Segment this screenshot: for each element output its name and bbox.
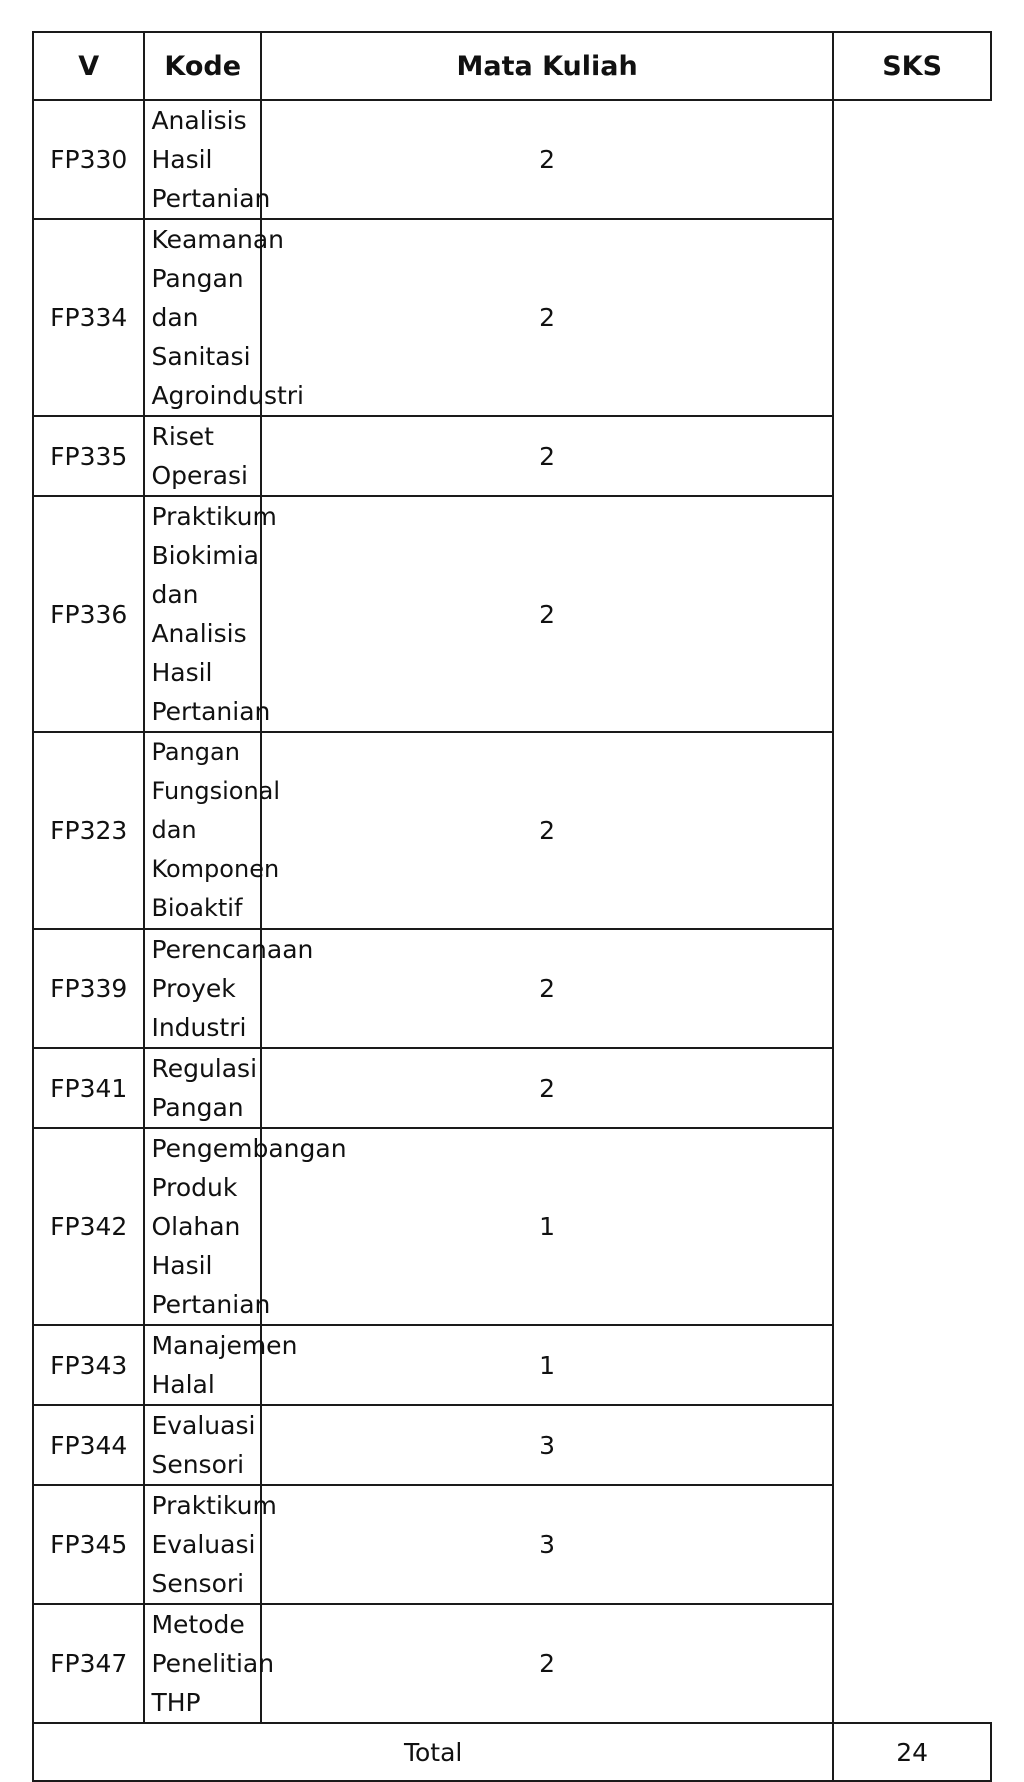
sks-cell: 2 xyxy=(261,219,833,416)
sks-cell: 2 xyxy=(261,929,833,1048)
semester-header-cell xyxy=(33,32,144,100)
mata-kuliah-cell: Riset Operasi xyxy=(144,416,260,496)
table-row xyxy=(33,1128,991,1325)
sks-cell: 2 xyxy=(261,416,833,496)
table-row xyxy=(33,1485,991,1604)
sks-cell: 1 xyxy=(261,1128,833,1325)
kode-header: Kode xyxy=(144,32,260,100)
mata-kuliah-cell: Manajemen Halal xyxy=(144,1325,260,1405)
sks-header: SKS xyxy=(833,32,991,100)
table-row xyxy=(33,1405,991,1485)
sks-cell: 3 xyxy=(261,1405,833,1485)
sks-cell: 1 xyxy=(261,1325,833,1405)
mata-kuliah-cell: Keamanan Pangan dan Sanitasi Agroindustri xyxy=(144,219,260,416)
total-value: 24 xyxy=(833,1723,991,1781)
table-row xyxy=(33,929,991,1048)
kode-cell: FP342 xyxy=(33,1128,144,1325)
kode-cell: FP330 xyxy=(33,100,144,219)
mata-kuliah-cell: Metode Penelitian THP xyxy=(144,1604,260,1723)
kode-cell: FP336 xyxy=(33,496,144,732)
kode-cell: FP345 xyxy=(33,1485,144,1604)
kode-cell: FP343 xyxy=(33,1325,144,1405)
kode-cell: FP339 xyxy=(33,929,144,1048)
kode-cell: FP335 xyxy=(33,416,144,496)
table-row xyxy=(33,1325,991,1405)
table-row xyxy=(33,496,991,732)
mata-kuliah-cell: Praktikum Evaluasi Sensori xyxy=(144,1485,260,1604)
sks-cell: 2 xyxy=(261,1604,833,1723)
table-header-row xyxy=(33,32,991,100)
table-row xyxy=(33,732,991,929)
semester-label: V xyxy=(78,50,100,82)
kode-cell: FP334 xyxy=(33,219,144,416)
mata-kuliah-cell: Evaluasi Sensori xyxy=(144,1405,260,1485)
kode-cell: FP323 xyxy=(33,732,144,929)
sks-cell: 2 xyxy=(261,1048,833,1128)
mata-kuliah-cell: Praktikum Biokimia dan Analisis Hasil Pertanian xyxy=(144,496,260,732)
mata-kuliah-cell: Perencanaan Proyek Industri xyxy=(144,929,260,1048)
kode-cell: FP347 xyxy=(33,1604,144,1723)
table-row xyxy=(33,100,991,219)
sks-cell: 2 xyxy=(261,100,833,219)
table-row xyxy=(33,1604,991,1723)
total-label: Total xyxy=(33,1723,833,1781)
mata-kuliah-cell: Analisis Hasil Pertanian xyxy=(144,100,260,219)
total-row xyxy=(33,1723,991,1781)
table-row xyxy=(33,219,991,416)
sks-cell: 2 xyxy=(261,496,833,732)
mata-kuliah-cell: Pengembangan Produk Olahan Hasil Pertanian xyxy=(144,1128,260,1325)
mata-kuliah-header: Mata Kuliah xyxy=(261,32,833,100)
sks-cell: 2 xyxy=(261,732,833,929)
mata-kuliah-cell: Pangan Fungsional dan Komponen Bioaktif xyxy=(144,732,260,929)
table-row xyxy=(33,1048,991,1128)
table-row xyxy=(33,416,991,496)
mata-kuliah-cell: Regulasi Pangan xyxy=(144,1048,260,1128)
kode-cell: FP344 xyxy=(33,1405,144,1485)
course-table xyxy=(32,31,992,1782)
kode-cell: FP341 xyxy=(33,1048,144,1128)
sks-cell: 3 xyxy=(261,1485,833,1604)
